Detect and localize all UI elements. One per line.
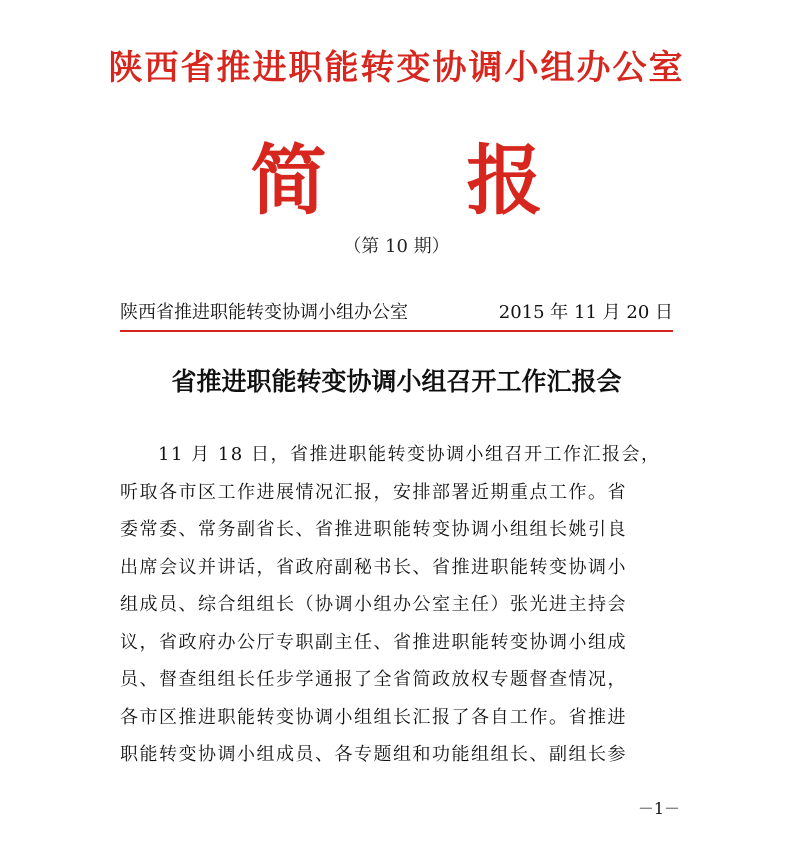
body-line: 11 月 18 日，省推进职能转变协调小组召开工作汇报会，: [158, 444, 661, 465]
body-line: 员、督查组组长任步学通报了全省简政放权专题督查情况，: [120, 669, 627, 690]
article-body: [120, 436, 673, 774]
bulletin-title-char-2: 报: [466, 136, 543, 225]
body-line: 职能转变协调小组成员、各专题组和功能组组长、副组长参: [120, 744, 627, 765]
body-line: 听取各市区工作进展情况汇报，安排部署近期重点工作。省: [120, 481, 627, 503]
issuer-name: 陕西省推进职能转变协调小组办公室: [120, 302, 408, 323]
issue-date: 2015 年 11 月 20 日: [498, 302, 673, 323]
body-line: 议，省政府办公厅专职副主任、省推进职能转变协调小组成: [120, 631, 627, 653]
bulletin-title-char-1: 简: [250, 136, 327, 225]
page-number: －1－: [637, 799, 680, 818]
article-headline: 省推进职能转变协调小组召开工作汇报会: [171, 367, 622, 396]
red-divider-line: [120, 330, 673, 332]
body-line: 组成员、综合组组长（协调小组办公室主任）张光进主持会: [120, 594, 627, 615]
issuer-row: [120, 298, 673, 324]
issue-number: （第 10 期）: [343, 236, 450, 257]
body-line: 各市区推进职能转变协调小组组长汇报了各自工作。省推进: [120, 706, 627, 728]
body-line: 委常委、常务副省长、省推进职能转变协调小组组长姚引良: [120, 519, 627, 540]
body-line: 出席会议并讲话，省政府副秘书长、省推进职能转变协调小: [120, 556, 627, 578]
bulletin-title: [0, 120, 793, 229]
office-name-header: 陕西省推进职能转变协调小组办公室: [108, 48, 685, 88]
